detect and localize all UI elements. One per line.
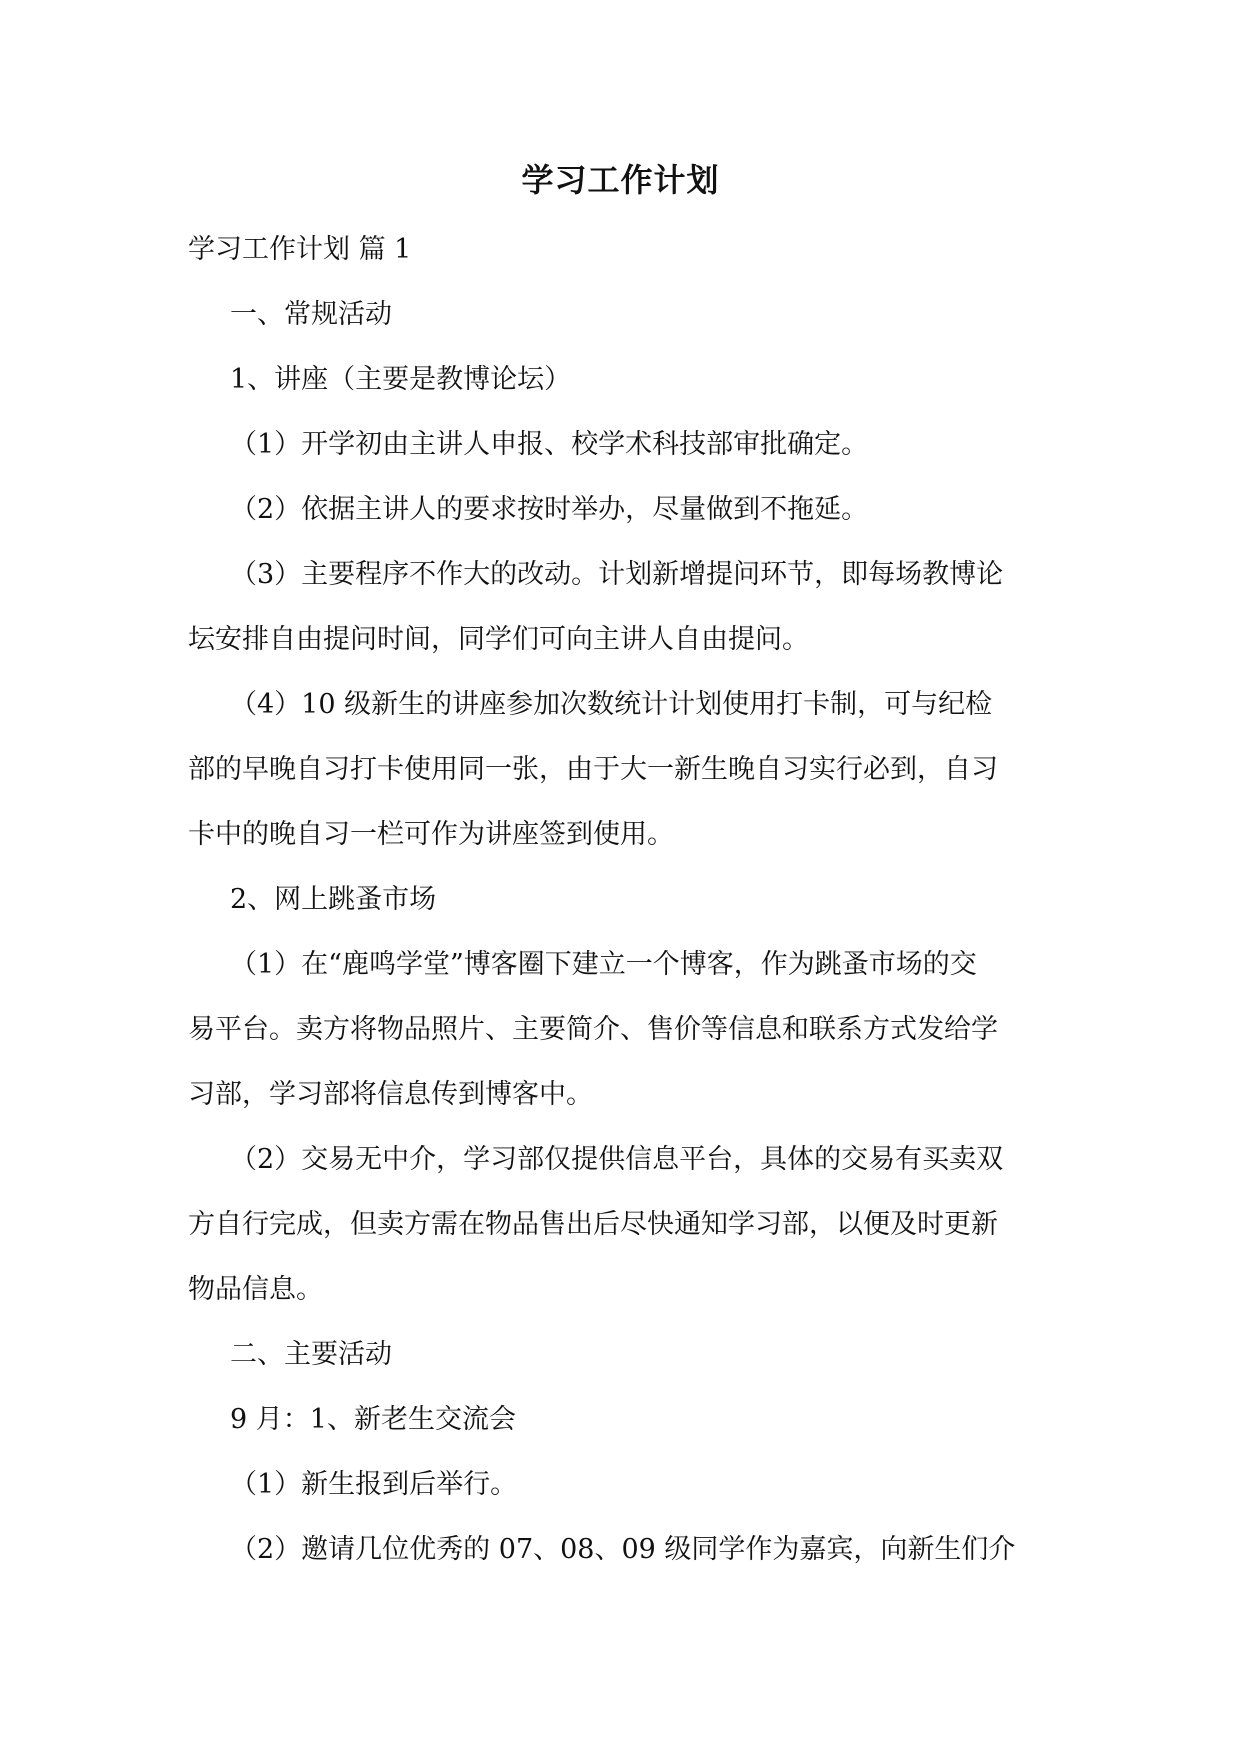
paragraph-line: 2、网上跳蚤市场	[230, 884, 437, 915]
paragraph-line: 易平台。卖方将物品照片、主要简介、售价等信息和联系方式发给学	[188, 1014, 998, 1045]
paragraph-line: 一、常规活动	[230, 299, 392, 330]
paragraph-line: （4）10 级新生的讲座参加次数统计计划使用打卡制，可与纪检	[230, 689, 993, 720]
paragraph-line: 物品信息。	[188, 1274, 323, 1305]
paragraph-line: 1、讲座（主要是教博论坛）	[230, 364, 572, 395]
paragraph-line: 部的早晚自习打卡使用同一张，由于大一新生晚自习实行必到，自习	[188, 754, 998, 785]
paragraph-line: （2）邀请几位优秀的 07、08、09 级同学作为嘉宾，向新生们介	[230, 1534, 1016, 1565]
paragraph-line: （3）主要程序不作大的改动。计划新增提问环节，即每场教博论	[230, 559, 1004, 590]
paragraph-line: （1）开学初由主讲人申报、校学术科技部审批确定。	[230, 429, 869, 460]
paragraph-line: （2）交易无中介，学习部仅提供信息平台，具体的交易有买卖双	[230, 1144, 1004, 1175]
paragraph-line: 二、主要活动	[230, 1339, 392, 1370]
document-title: 学习工作计划	[521, 161, 720, 199]
paragraph-line: （1）新生报到后举行。	[230, 1469, 518, 1500]
paragraph-line: 卡中的晚自习一栏可作为讲座签到使用。	[188, 819, 674, 850]
paragraph-line: 方自行完成，但卖方需在物品售出后尽快通知学习部，以便及时更新	[188, 1209, 998, 1240]
section-heading: 学习工作计划 篇 1	[188, 234, 412, 265]
paragraph-line: （1）在“鹿鸣学堂”博客圈下建立一个博客，作为跳蚤市场的交	[230, 949, 977, 980]
paragraph-line: 习部，学习部将信息传到博客中。	[188, 1079, 593, 1110]
paragraph-line: 9 月：1、新老生交流会	[230, 1404, 516, 1435]
paragraph-line: 坛安排自由提问时间，同学们可向主讲人自由提问。	[188, 624, 809, 655]
paragraph-line: （2）依据主讲人的要求按时举办，尽量做到不拖延。	[230, 494, 869, 525]
